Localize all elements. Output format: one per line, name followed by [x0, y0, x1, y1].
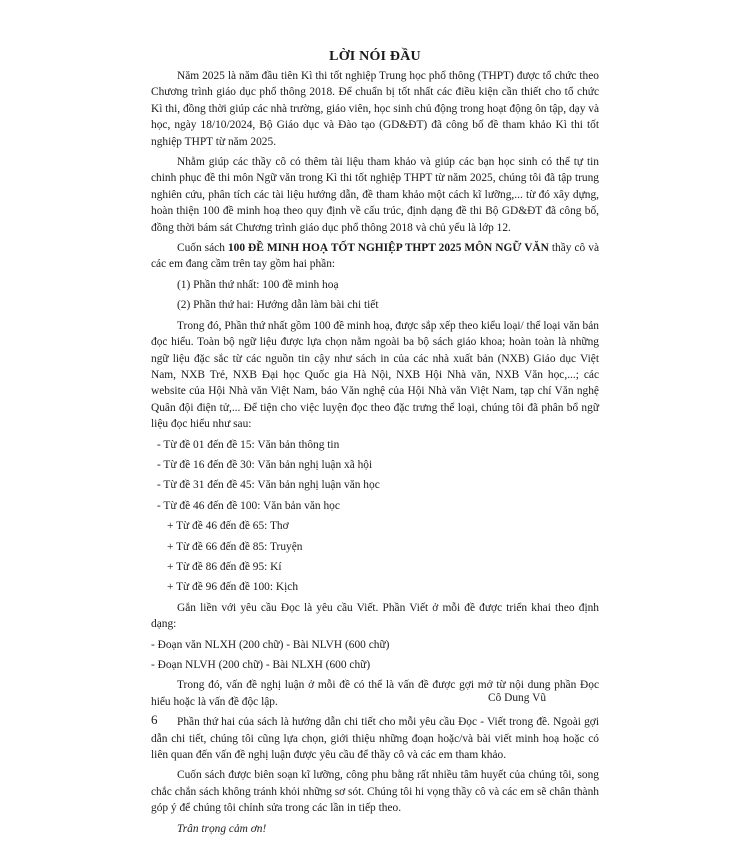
paragraph-purpose: Nhằm giúp các thầy cô có thêm tài liệu tham khảo và giúp các bạn học sinh có thể tự tin chinh phục đề thi môn Ngữ văn trong Kì thi tốt nghiệp THPT từ năm 2025, chúng tôi đã tập trung nghiên cứu, phân tích các tài liệu hướng dẫn, đề tham khảo một cách kĩ lưỡng,... từ đó xây dựng, hoàn thiện 100 đề minh hoạ theo quy định về cấu trúc, định dạng đề thi Bộ GD&ĐT đã công bố, đồng thời bám sát Chương trình giáo dục phổ thông 2018 và chủ yếu là lớp 12.	[151, 156, 599, 234]
document-body	[151, 68, 599, 841]
list-item: - Từ đề 16 đến đề 30: Văn bản nghị luận xã hội	[157, 458, 373, 471]
paragraph-book-intro	[151, 240, 599, 273]
book-title: 100 ĐỀ MINH HOẠ TỐT NGHIỆP THPT 2025 MÔN NGỮ VĂN	[227, 242, 549, 255]
paragraph-part-one-detail: Trong đó, Phần thứ nhất gồm 100 đề minh hoạ, được sắp xếp theo kiểu loại/ thể loại văn bản đọc hiểu. Toàn bộ ngữ liệu được lựa chọn nằm ngoài ba bộ sách giáo khoa; hoàn toàn là những ngữ liệu đặc sắc từ các nguồn tin cậy như sách in của các nhà xuất bản (NXB) Giáo dục Việt Nam, NXB Trẻ, NXB Đại học Quốc gia Hà Nội, NXB Hội Nhà văn, NXB Văn học,...; các website của Hội Nhà văn Việt Nam, báo Văn nghệ của Hội Nhà văn Việt Nam, tạp chí Văn nghệ Quân đội điện tử,... Để tiện cho việc luyện đọc theo đặc trưng thể loại, chúng tôi đã phân bổ ngữ liệu đọc hiểu như sau:	[151, 319, 599, 431]
list-item: - Từ đề 01 đến đề 15: Văn bản thông tin	[157, 438, 340, 451]
paragraph-closing: Cuốn sách được biên soạn kĩ lưỡng, công phu bằng rất nhiều tâm huyết của chúng tôi, song chắc chắn sách không tránh khỏi những sơ sót. Chúng tôi hi vọng thầy cô và các em sẽ chân thành góp ý để chúng tôi chỉnh sửa trong các lần in tiếp theo.	[151, 769, 599, 815]
book-intro-suffix: thầy cô và các em đang cầm trên tay gồm hai phần:	[151, 242, 599, 271]
paragraph-argument-note: Trong đó, vấn đề nghị luận ở mỗi đề có thể là vấn đề được gợi mở từ nội dung phần Đọc hiểu hoặc là vấn đề độc lập.	[151, 679, 599, 708]
thanks-line: Trân trọng cảm ơn!	[177, 822, 267, 835]
page-title: LỜI NÓI ĐẦU	[329, 49, 421, 64]
format-item: - Đoạn văn NLXH (200 chữ) - Bài NLVH (600 chữ)	[151, 638, 390, 651]
paragraph-writing-format: Gắn liền với yêu cầu Đọc là yêu cầu Viết. Phần Viết ở mỗi đề được triển khai theo định dạng:	[151, 601, 599, 631]
sublist-item: + Từ đề 86 đến đề 95: Kí	[167, 560, 282, 573]
paragraph-part-two-detail: Phần thứ hai của sách là hướng dẫn chi tiết cho mỗi yêu cầu Đọc - Viết trong đề. Ngoài gợi dẫn chi tiết, chúng tôi cũng lựa chọn, giới thiệu những đoạn hoặc/và bài viết minh hoạ hoặc có liên quan đến vấn đề nghị luận được yêu cầu để thầy cô và các em tham khảo.	[151, 716, 599, 762]
format-item: - Đoạn NLVH (200 chữ) - Bài NLXH (600 chữ)	[151, 659, 371, 671]
paragraph-intro: Năm 2025 là năm đầu tiên Kì thi tốt nghiệp Trung học phổ thông (THPT) được tổ chức theo Chương trình giáo dục phổ thông 2018. Để chuẩn bị tốt nhất các điều kiện cần thiết cho tổ chức Kì thi, đồng thời giúp các nhà trường, giáo viên, học sinh chủ động trong hoạt động ôn tập, dạy và học, ngày 18/10/2024, Bộ Giáo dục và Đào tạo (GD&ĐT) đã công bố đề tham khảo Kì thi tốt nghiệp THPT từ năm 2025.	[151, 70, 599, 148]
author-signature: Cô Dung Vũ	[488, 692, 547, 704]
sublist-item: + Từ đề 46 đến đề 65: Thơ	[167, 520, 289, 533]
page-number: 6	[151, 712, 158, 727]
list-item: - Từ đề 31 đến đề 45: Văn bản nghị luận văn học	[157, 479, 380, 492]
sublist-item: + Từ đề 66 đến đề 85: Truyện	[167, 540, 303, 553]
book-intro-prefix: Cuốn sách	[177, 242, 228, 255]
list-item: - Từ đề 46 đến đề 100: Văn bản văn học	[157, 499, 340, 512]
part-one-label: (1) Phần thứ nhất: 100 đề minh hoạ	[177, 278, 339, 291]
sublist-item: + Từ đề 96 đến đề 100: Kịch	[167, 581, 299, 594]
part-two-label: (2) Phần thứ hai: Hướng dẫn làm bài chi tiết	[177, 299, 379, 312]
